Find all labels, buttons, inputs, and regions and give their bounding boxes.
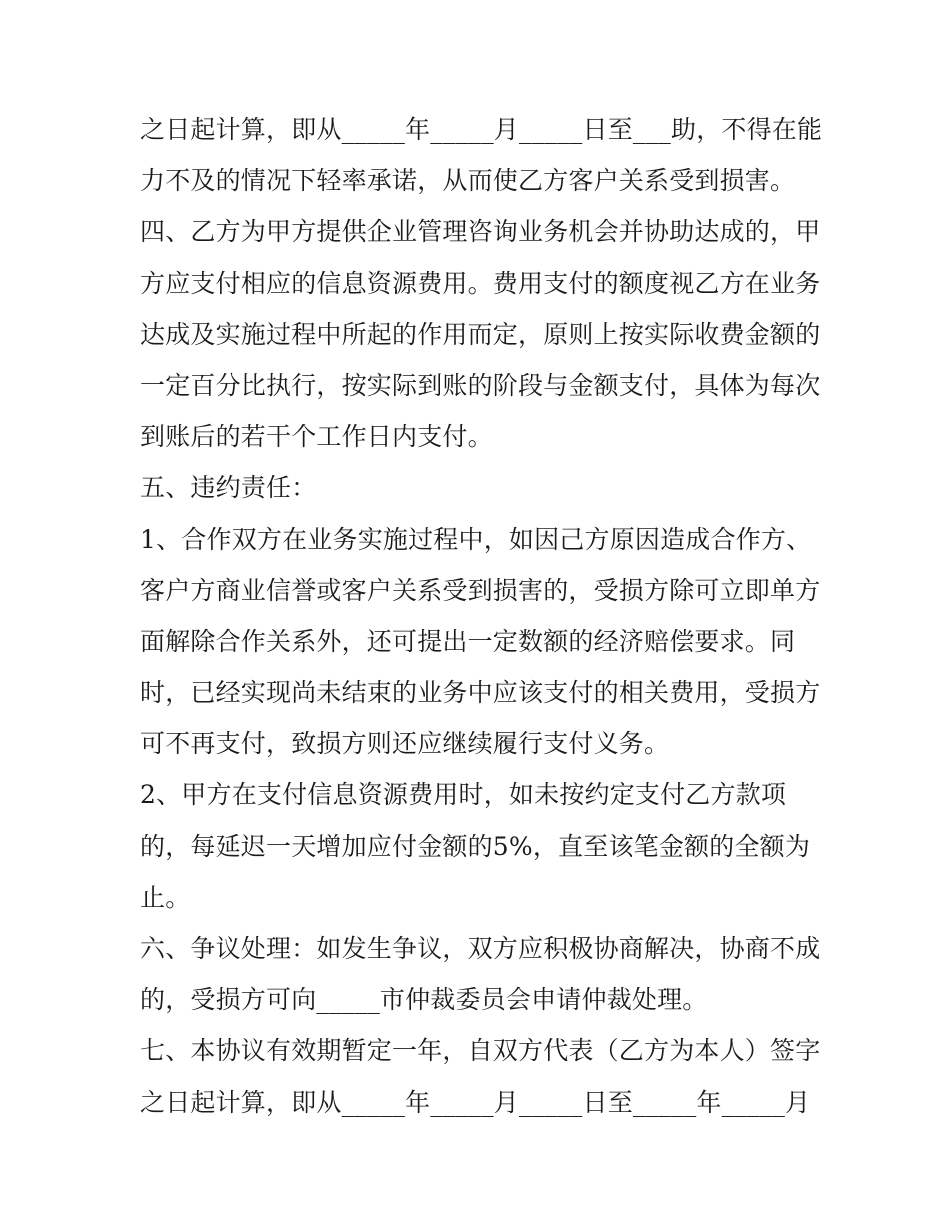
document-body: [140, 104, 823, 1128]
section-heading: 五、违约责任：: [140, 473, 317, 503]
text-line: 客户方商业信誉或客户关系受到损害的，受损方除可立即单方: [140, 575, 821, 605]
text-line: 达成及实施过程中所起的作用而定，原则上按实际收费金额的: [140, 319, 821, 349]
text-line: 的，受损方可向_____市仲裁委员会申请仲裁处理。: [140, 985, 708, 1015]
text-line: 一定百分比执行，按实际到账的阶段与金额支付，具体为每次: [140, 370, 821, 400]
text-line: 六、争议处理：如发生争议，双方应积极协商解决，协商不成: [140, 934, 821, 963]
text-line: 四、乙方为甲方提供企业管理咨询业务机会并协助达成的，甲: [140, 217, 821, 247]
text-line: 1、合作双方在业务实施过程中，如因己方原因造成合作方、: [140, 524, 812, 554]
text-line: 之日起计算，即从_____年_____月_____日至_____年_____月: [140, 1087, 811, 1117]
text-line: 的，每延迟一天增加应付金额的5%，直至该笔金额的全额为: [140, 831, 811, 861]
text-line: 之日起计算，即从_____年_____月_____日至___助，不得在能: [140, 115, 823, 144]
text-line: 可不再支付，致损方则还应继续履行支付义务。: [140, 729, 670, 759]
text-line: 时，已经实现尚未结束的业务中应该支付的相关费用，受损方: [140, 678, 821, 708]
text-line: 七、本协议有效期暂定一年，自双方代表（乙方为本人）签字: [140, 1036, 821, 1066]
text-line: 到账后的若干个工作日内支付。: [140, 422, 493, 452]
text-line: 力不及的情况下轻率承诺，从而使乙方客户关系受到损害。: [140, 166, 796, 196]
text-line: 2、甲方在支付信息资源费用时，如未按约定支付乙方款项: [140, 780, 787, 810]
text-line: 止。: [140, 882, 191, 912]
text-line: 方应支付相应的信息资源费用。费用支付的额度视乙方在业务: [140, 268, 821, 298]
text-line: 面解除合作关系外，还可提出一定数额的经济赔偿要求。同: [140, 626, 796, 656]
